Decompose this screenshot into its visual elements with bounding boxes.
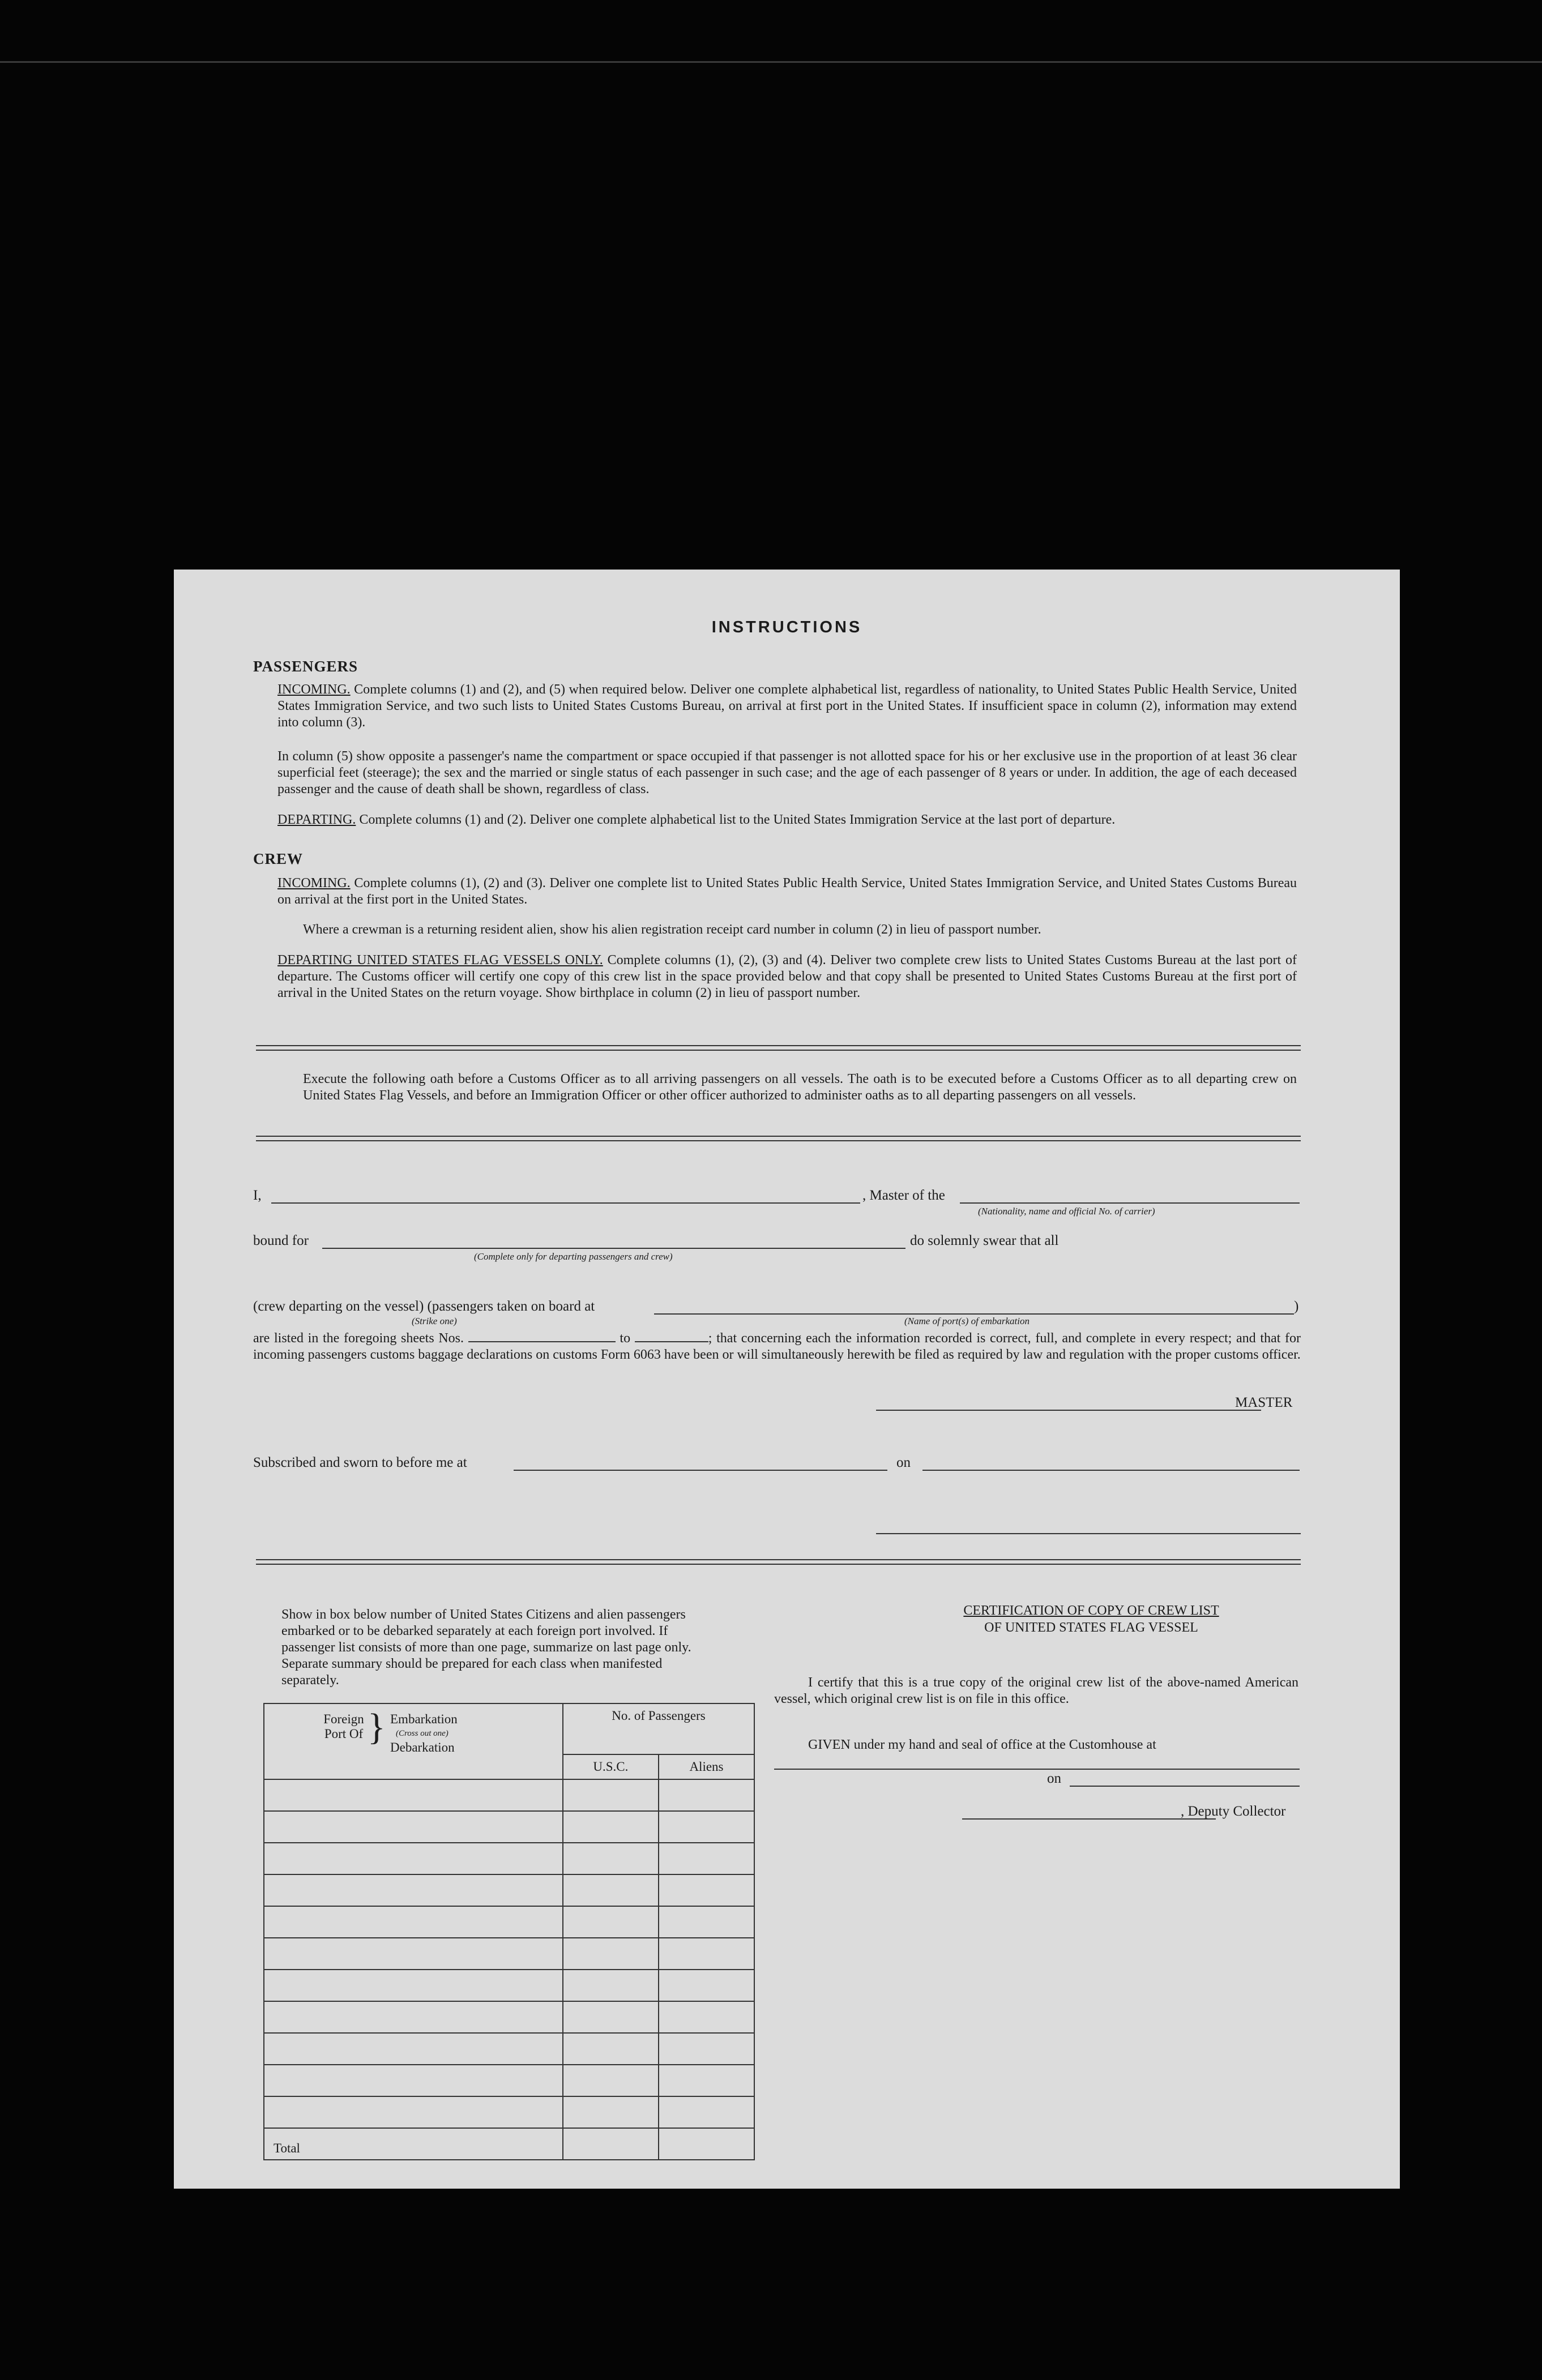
aliens-cell[interactable] (659, 1811, 754, 1843)
port-cell[interactable] (264, 1970, 563, 2001)
on-label: on (896, 1455, 911, 1470)
given-paragraph: GIVEN under my hand and seal of office at the Customhouse at (808, 1737, 1156, 1752)
passenger-summary-table (263, 1703, 755, 2160)
listed-text-b: ; that concerning each the information recorded is correct, full, and complete in every respect; and that for incoming passengers customs baggage declarations on customs Form 6063 have been or will simultaneously herewith be filed as required by law and regulation with the proper customs officer. (253, 1331, 1301, 1362)
usc-total-cell[interactable] (563, 2128, 659, 2160)
usc-cell[interactable] (563, 1906, 659, 1938)
foreign-port-header: Foreign Port Of (323, 1712, 364, 1741)
port-cell[interactable] (264, 2033, 563, 2065)
aliens-cell[interactable] (659, 1843, 754, 1874)
cross-out-caption: (Cross out one) (396, 1729, 448, 1738)
aliens-header: Aliens (659, 1754, 754, 1779)
port-cell[interactable] (264, 2065, 563, 2096)
oath-execute-paragraph: Execute the following oath before a Customs Officer as to all arriving passengers on all vessels. The oath is to be executed before a Customs Officer as to all departing crew on United States Flag Vessels, and before an Immigration Officer or other officer authorized to administer oaths as to all departing passengers on all vessels. (303, 1072, 1297, 1103)
divider (256, 1136, 1301, 1141)
brace-glyph: } (368, 1706, 386, 1748)
aliens-cell[interactable] (659, 2065, 754, 2096)
master-name-line[interactable] (271, 1202, 860, 1204)
total-label: Total (264, 2128, 563, 2160)
aliens-cell[interactable] (659, 1906, 754, 1938)
usc-cell[interactable] (563, 2096, 659, 2128)
cert-on-label: on (1047, 1771, 1061, 1786)
usc-cell[interactable] (563, 1843, 659, 1874)
deputy-signature-line[interactable] (962, 1818, 1216, 1820)
port-cell[interactable] (264, 2096, 563, 2128)
usc-cell[interactable] (563, 1938, 659, 1970)
crew-resident-paragraph: Where a crewman is a returning resident alien, show his alien registration receipt card number in column (2) in lieu of passport number. (303, 922, 1041, 937)
usc-cell[interactable] (563, 1970, 659, 2001)
master-of-label: , Master of the (862, 1188, 945, 1203)
crew-departing-paragraph (277, 952, 1297, 1001)
vessel-line[interactable] (960, 1202, 1300, 1204)
customhouse-line[interactable] (774, 1769, 1300, 1770)
sheet-from-line[interactable] (468, 1341, 616, 1342)
port-cell[interactable] (264, 1811, 563, 1843)
crew-heading: CREW (253, 850, 304, 867)
aliens-cell[interactable] (659, 1970, 754, 2001)
bound-for-line[interactable] (322, 1248, 905, 1249)
subscribed-label: Subscribed and sworn to before me at (253, 1455, 467, 1470)
master-signature-line[interactable] (876, 1410, 1261, 1411)
master-label: MASTER (1235, 1395, 1293, 1410)
officer-signature-line[interactable] (876, 1533, 1301, 1534)
port-cell[interactable] (264, 1874, 563, 1906)
port-cell[interactable] (264, 2001, 563, 2033)
port-cell[interactable] (264, 1779, 563, 1811)
crew-departing-label: (crew departing on the vessel) (passengers taken on board at (253, 1299, 595, 1314)
aliens-cell[interactable] (659, 2001, 754, 2033)
passengers-header: No. of Passengers (563, 1703, 754, 1754)
passengers-departing-paragraph (277, 812, 1297, 828)
subscribed-date-line[interactable] (922, 1470, 1300, 1471)
close-paren: ) (1294, 1299, 1299, 1314)
embarkation-header: Embarkation (390, 1712, 458, 1726)
usc-cell[interactable] (563, 2033, 659, 2065)
summary-instructions: Show in box below number of United States Citizens and alien passengers embarked or to be debarked separately at each foreign port involved. If passenger list consists of more than one page, summarize on last page only. Separate summary should be prepared for each class when manifested separately. (281, 1607, 691, 1688)
certification-title-line1: CERTIFICATION OF COPY OF CREW LIST (963, 1603, 1219, 1618)
subscribed-place-line[interactable] (514, 1470, 887, 1471)
crew-departing-label: DEPARTING UNITED STATES FLAG VESSELS ONLY. (277, 953, 603, 968)
aliens-cell[interactable] (659, 2033, 754, 2065)
crew-incoming-paragraph (277, 875, 1297, 908)
passengers-column5-text: In column (5) show opposite a passenger's name the compartment or space occupied if that passenger is not allotted space for his or her exclusive use in the proportion of at least 36 clear superficial feet (steerage); the sex and the married or single status of each passenger in such case; and the age of each passenger of 8 years or under. In addition, the age of each deceased passenger and the cause of death shall be shown, regardless of class. (277, 749, 1297, 797)
port-line[interactable] (654, 1313, 1294, 1315)
usc-cell[interactable] (563, 2065, 659, 2096)
port-cell[interactable] (264, 1938, 563, 1970)
divider (256, 1045, 1301, 1051)
port-caption: (Name of port(s) of embarkation (904, 1316, 1030, 1326)
certify-paragraph: I certify that this is a true copy of the original crew list of the above-named American vessel, which original crew list is on file in this office. (774, 1675, 1298, 1706)
port-header-cell (264, 1703, 563, 1779)
nationality-caption: (Nationality, name and official No. of carrier) (978, 1206, 1155, 1217)
crew-departing-text: Complete columns (1), (2), (3) and (4). Deliver two complete crew lists to United States Customs Bureau at the last port of departure. The Customs officer will certify one copy of this crew list in the space provided below and that copy shall be presented to United States Customs Bureau at the first port of arrival in the United States on the return voyage. Show birthplace in column (2) in lieu of passport number. (277, 953, 1297, 1000)
usc-header: U.S.C. (563, 1754, 659, 1779)
listed-to: to (620, 1331, 631, 1346)
crew-incoming-label: INCOMING. (277, 876, 351, 891)
usc-cell[interactable] (563, 1874, 659, 1906)
swear-label: do solemnly swear that all (910, 1233, 1059, 1248)
passengers-incoming-label: INCOMING. (277, 682, 351, 697)
usc-cell[interactable] (563, 1811, 659, 1843)
listed-paragraph (253, 1330, 1301, 1363)
i-label: I, (253, 1188, 262, 1203)
passengers-incoming-text: Complete columns (1) and (2), and (5) when required below. Deliver one complete alphabetical list, regardless of nationality, to United States Public Health Service, United States Immigration Service, and two such lists to United States Customs Bureau, on arrival at first port in the United States. If insufficient space in column (2), information may extend into column (3). (277, 682, 1297, 730)
passengers-incoming-paragraph (277, 682, 1297, 731)
film-edge-line (0, 61, 1542, 63)
strike-one-caption: (Strike one) (412, 1316, 457, 1326)
usc-cell[interactable] (563, 1779, 659, 1811)
passengers-departing-text: Complete columns (1) and (2). Deliver one complete alphabetical list to the United States Immigration Service at the last port of departure. (359, 812, 1116, 827)
debarkation-header: Debarkation (390, 1740, 455, 1754)
certification-title-line2: OF UNITED STATES FLAG VESSEL (984, 1620, 1198, 1635)
passengers-heading: PASSENGERS (253, 658, 358, 675)
aliens-cell[interactable] (659, 1779, 754, 1811)
port-cell[interactable] (264, 1843, 563, 1874)
port-cell[interactable] (264, 1906, 563, 1938)
passengers-column5-paragraph (277, 748, 1297, 798)
passengers-departing-label: DEPARTING. (277, 812, 356, 827)
aliens-cell[interactable] (659, 2096, 754, 2128)
divider (256, 1559, 1301, 1565)
usc-cell[interactable] (563, 2001, 659, 2033)
aliens-cell[interactable] (659, 1938, 754, 1970)
bound-for-label: bound for (253, 1233, 309, 1248)
instructions-title: INSTRUCTIONS (711, 618, 862, 636)
cert-date-line[interactable] (1070, 1786, 1300, 1787)
deputy-collector-label: , Deputy Collector (1181, 1804, 1286, 1819)
aliens-total-cell[interactable] (659, 2128, 754, 2160)
sheet-to-line[interactable] (635, 1341, 708, 1342)
aliens-cell[interactable] (659, 1874, 754, 1906)
bound-for-caption: (Complete only for departing passengers and crew) (474, 1251, 673, 1262)
document-page (174, 570, 1400, 2189)
crew-incoming-text: Complete columns (1), (2) and (3). Deliver one complete list to United States Public Health Service, United States Immigration Service, and United States Customs Bureau on arrival at the first port in the United States. (277, 876, 1297, 907)
listed-text-a: are listed in the foregoing sheets Nos. (253, 1331, 464, 1346)
